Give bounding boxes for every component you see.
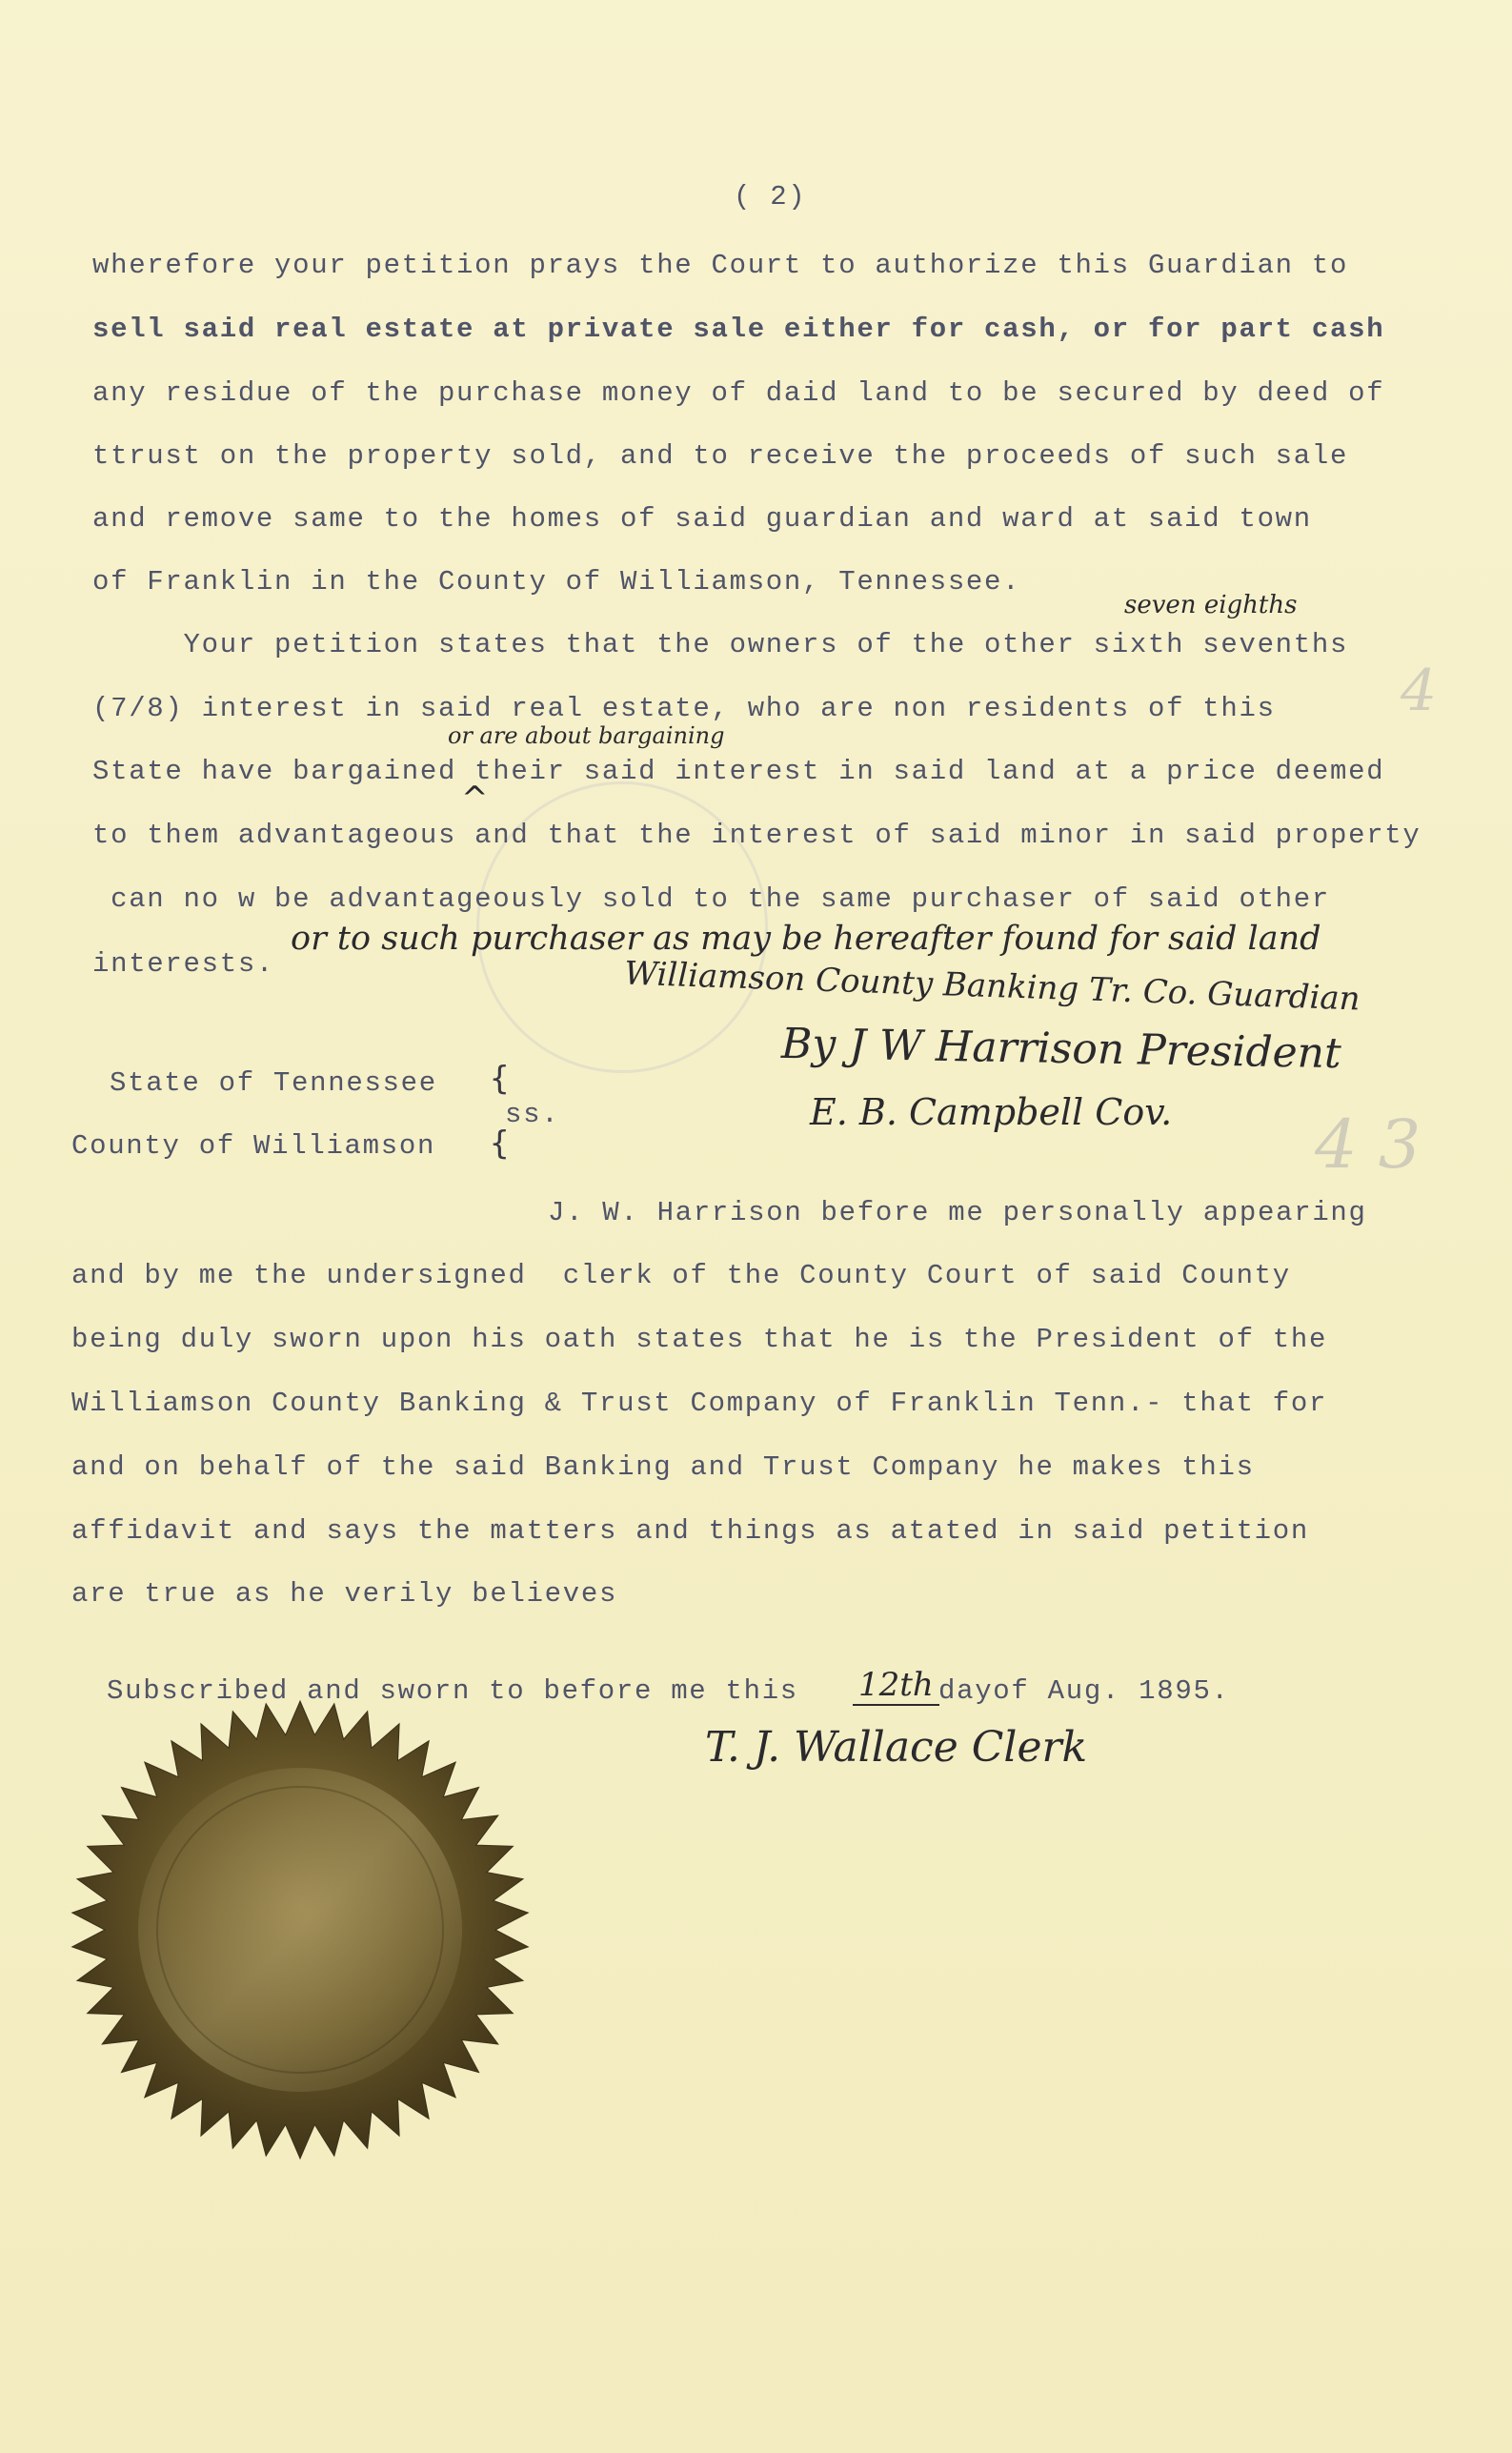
page-number: ( 2): [734, 181, 807, 213]
text-line: and by me the undersigned clerk of the County Court of said County: [71, 1260, 1291, 1291]
text-line: ttrust on the property sold, and to receive the proceeds of such sale: [92, 440, 1349, 472]
text-line: Williamson County Banking & Trust Company of Franklin Tenn.- that for: [71, 1388, 1328, 1419]
seal-icon: [67, 1696, 534, 2163]
venue-ss: ss.: [505, 1099, 560, 1130]
text-line: (7/8) interest in said real estate, who are non residents of this: [92, 693, 1276, 724]
text-line: Your petition states that the owners of the other sixth sevenths: [92, 629, 1349, 660]
text-line: are true as he verily believes: [71, 1578, 618, 1610]
signature-harrison: By J W Harrison President: [780, 1019, 1342, 1079]
text-line: can no w be advantageously sold to the same purchaser of said other: [92, 883, 1330, 915]
text-line: interests.: [92, 948, 275, 980]
text-line: J. W. Harrison before me personally appearing: [548, 1197, 1367, 1228]
jurat-suffix: dayof Aug. 1895.: [938, 1675, 1230, 1707]
handwritten-purchaser: or to such purchaser as may be hereafter found for said land: [291, 920, 1321, 958]
pencil-mark: 4: [1401, 658, 1438, 724]
handwritten-fraction: seven eighths: [1124, 591, 1298, 619]
text-line: wherefore your petition prays the Court to authorize this Guardian to: [92, 250, 1349, 281]
text-line: and on behalf of the said Banking and Trust Company he makes this: [71, 1451, 1255, 1483]
text-line: and remove same to the homes of said guardian and ward at said town: [92, 503, 1312, 535]
text-line: affidavit and says the matters and things as atated in said petition: [71, 1515, 1309, 1547]
jurat-day: 12th: [853, 1666, 939, 1706]
venue-bracket: {: [490, 1125, 510, 1163]
text-line: of Franklin in the County of Williamson, Tennessee.: [92, 566, 1021, 598]
venue-bracket: {: [490, 1060, 510, 1098]
text-line: to them advantageous and that the interest of said minor in said property: [92, 820, 1421, 851]
text-line: being duly sworn upon his oath states that he is the President of the: [71, 1324, 1328, 1355]
clerk-signature: T. J. Wallace Clerk: [705, 1723, 1088, 1772]
venue-county: County of Williamson: [71, 1130, 436, 1162]
text-line: any residue of the purchase money of daid land to be secured by deed of: [92, 377, 1385, 409]
handwritten-bargaining: or are about bargaining: [448, 722, 725, 749]
signature-campbell: E. B. Campbell Cov.: [810, 1091, 1173, 1133]
text-line: State have bargained their said interest in said land at a price deemed: [92, 756, 1385, 787]
handwritten-guardian-line: Williamson County Banking Tr. Co. Guardian: [623, 954, 1361, 1019]
insertion-caret: ^: [461, 780, 489, 818]
text-line: sell said real estate at private sale either for cash, or for part cash: [92, 314, 1385, 345]
jurat-prefix: Subscribed and sworn to before me this: [107, 1675, 798, 1707]
venue-state: State of Tennessee: [110, 1067, 437, 1099]
pencil-mark: 4 3: [1315, 1105, 1421, 1184]
